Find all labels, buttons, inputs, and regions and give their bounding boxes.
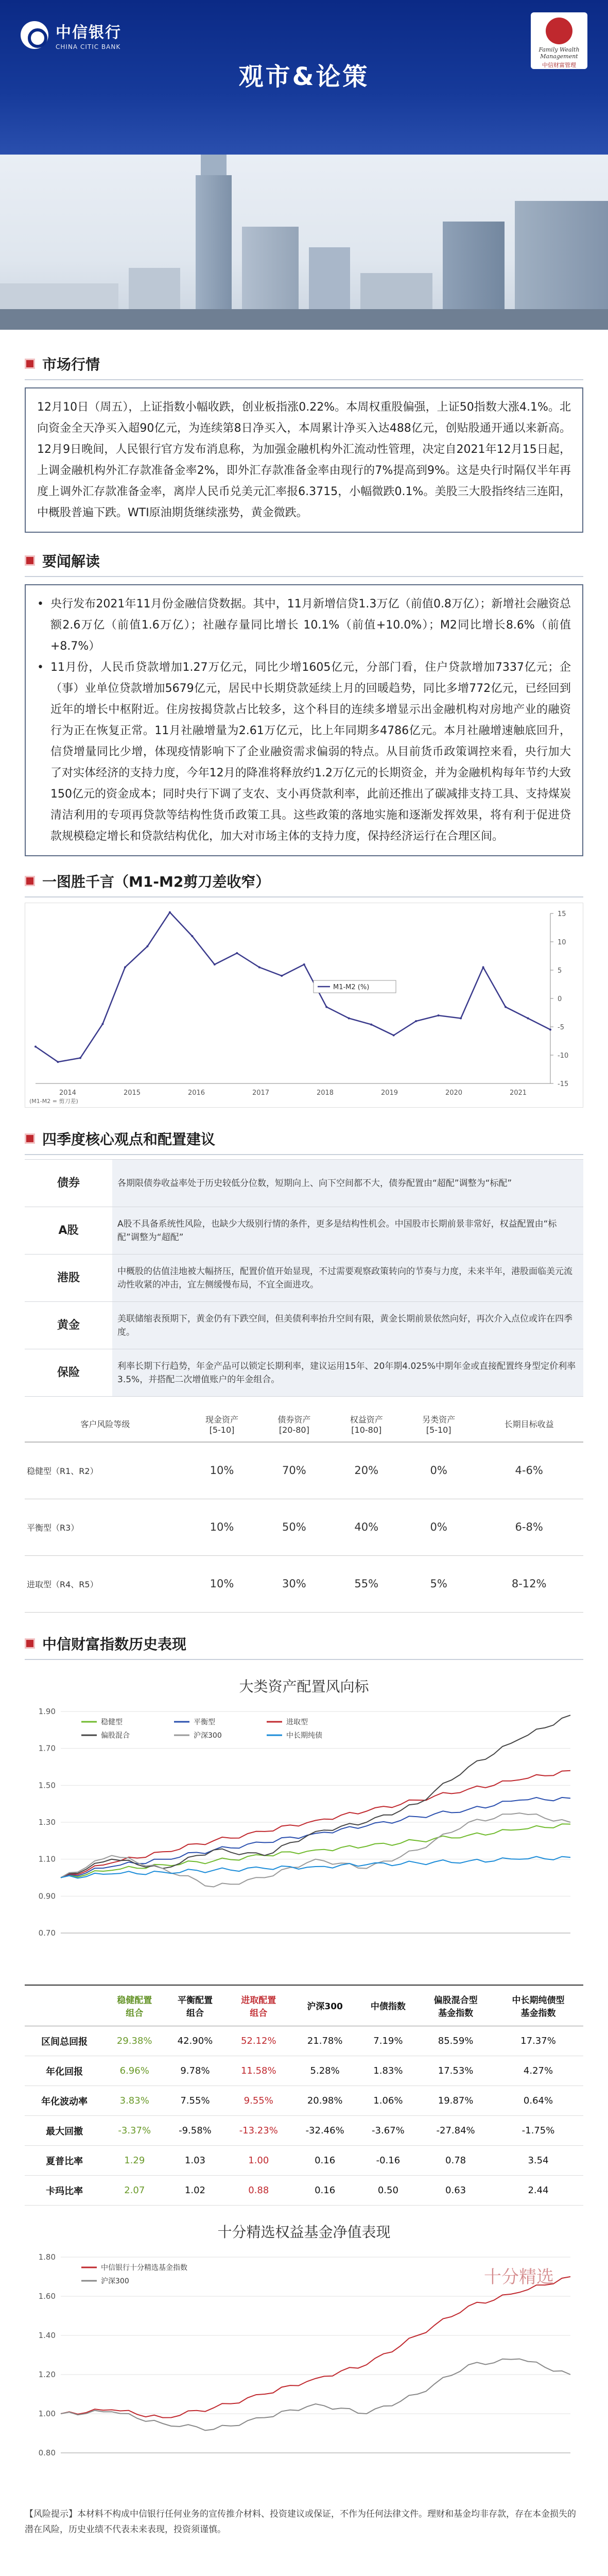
data-point [505,1006,507,1008]
row-label: 年化波动率 [25,2086,104,2116]
table-cell: 11.58% [225,2056,292,2086]
legend-label: 稳健型 [101,1718,123,1726]
column-header: 中债指数 [358,1985,419,2026]
y-tick-label: 0.80 [38,2448,56,2458]
m1-m2-chart [25,903,583,1108]
table-cell: 1.29 [104,2146,165,2176]
table-cell: 9.55% [225,2086,292,2116]
data-point [527,1018,529,1020]
allocation-index-chart [25,1665,583,1979]
y-tick-label: -15 [558,1080,569,1088]
table-cell: -3.37% [104,2116,165,2146]
wealth-logo-script: Family Wealth Management [538,46,580,60]
table-cell: 6.96% [104,2056,165,2086]
legend-label: 偏股混合 [101,1731,130,1740]
cell-cash: 10% [186,1555,258,1612]
cell-cash: 10% [186,1499,258,1555]
data-point [79,1057,81,1059]
section-square-icon [25,1133,35,1144]
cell-bond: 50% [258,1499,330,1555]
cell-alt: 0% [403,1499,475,1555]
table-cell: 20.98% [292,2086,358,2116]
series-line [61,2359,570,2431]
table-cell: 1.00 [225,2146,292,2176]
cell-alt: 5% [403,1555,475,1612]
asset-class: 债券 [25,1160,112,1207]
bank-name-en: CHINA CITIC BANK [56,43,121,50]
table-cell: -3.67% [358,2116,419,2146]
table-cell: -32.46% [292,2116,358,2146]
watermark-logo: 十分精选 [484,2267,554,2287]
q4-view-table [25,1159,583,1397]
skyline-image [0,155,608,330]
data-point [303,963,305,965]
data-point [460,1018,462,1020]
table-row [25,2056,583,2086]
asset-class: 港股 [25,1255,112,1302]
chart-title: 十分精选权益基金净值表现 [217,2224,391,2241]
section-title: 要闻解读 [42,553,100,570]
row-label: 夏普比率 [25,2146,104,2176]
cell-level: 平衡型（R3） [25,1499,186,1555]
table-row [25,2116,583,2146]
y-tick-label: 1.90 [38,1706,56,1716]
data-point [281,975,283,977]
column-header: 平衡配置 组合 [165,1985,225,2026]
q4-row [25,1160,583,1207]
section-title: 市场行情 [42,356,100,373]
header-banner [0,0,608,155]
table-cell: 29.38% [104,2026,165,2056]
column-header: 稳健配置 组合 [104,1985,165,2026]
x-tick-label: 2017 [252,1089,270,1097]
table-cell: 52.12% [225,2026,292,2056]
data-point [258,967,260,969]
data-point [101,1023,103,1025]
table-row [25,2086,583,2116]
table-cell: 17.53% [418,2056,493,2086]
x-tick-label: 2020 [445,1089,463,1097]
legend-label: 进取型 [286,1718,308,1726]
news-item: • 央行发布2021年11月份金融信贷数据。其中，11月新增信贷1.3万亿（前值0.8万亿）；新增社会融资总额2.6万亿（前值1.6万亿）；社融存量同比增长 10.1%（前值+10.0%）；M2同比增长8.6%（前值+8.7%） [37,594,571,657]
chart-title: 大类资产配置风向标 [239,1677,369,1695]
table-cell: -0.16 [358,2146,419,2176]
market-text: 12月10日（周五），上证指数小幅收跌，创业板指涨0.22%。本周权重股偏强，上证50指数大涨4.1%。北向资金全天净买入超90亿元，为连续第8日净买入，本周累计净买入达488亿元，创贴股通开通以来新高。12月9日晚间，人民银行官方发布消息称，为加强金融机构外汇流动性管理，决定自2021年12月15日起，上调金融机构外汇存款准备金率2%，即外汇存款准备金率由现行的7%提高到9%。这是央行时隔仅半年再度上调外汇存款准备金率，离岸人民币兑美元汇率报6.3715，小幅微跌0.1%。美股三大股指终结三连阳，中概股普遍下跌。WTI原油期货继续涨势，黄金微跌。 [37,401,571,519]
legend-label: 沪深300 [194,1731,222,1740]
column-header: 现金资产 [5-10] [186,1406,258,1442]
y-tick-label: 1.60 [38,2292,56,2301]
cell-target: 8-12% [475,1555,583,1612]
table-cell: -27.84% [418,2116,493,2146]
asset-view: 各期限债券收益率处于历史较低分位数，短期向上、向下空间都不大，债券配置由“超配”调整为“标配” [112,1160,583,1207]
data-point [370,1024,372,1026]
asset-view: A股不具备系统性风险，也缺少大级别行情的条件，更多是结构性机会。中国股市长期前景非常好，权益配置由“标配”调整为“超配” [112,1207,583,1255]
citic-bank-logo [21,20,121,50]
table-cell: 17.37% [493,2026,583,2056]
bank-name-cn: 中信银行 [56,24,121,42]
y-tick-label: 0 [558,995,562,1003]
table-cell: 3.83% [104,2086,165,2116]
table-cell: 0.64% [493,2086,583,2116]
legend-label: 平衡型 [194,1718,215,1726]
table-cell: 42.90% [165,2026,225,2056]
asset-class: 黄金 [25,1302,112,1349]
section-square-icon [25,1638,35,1649]
row-label: 区间总回报 [25,2026,104,2056]
table-cell: 5.28% [292,2056,358,2086]
y-tick-label: 10 [558,939,566,946]
table-row [25,2176,583,2206]
section-title: 四季度核心观点和配置建议 [42,1131,216,1148]
data-point [482,967,484,969]
data-point [146,945,148,947]
risk-disclaimer: 【风险提示】本材料不构成中信银行任何业务的宣传推介材料、投资建议或保证，不作为任何法律文件。理财和基金均非存款，存在本金损失的潜在风险，历史业绩不代表未来表现，投资须谨慎。 [25,2509,576,2535]
series-line [61,1856,570,1878]
section-market [0,348,608,379]
data-point [393,1035,395,1037]
series-line [61,1797,570,1877]
section-history [0,1628,608,1659]
asset-class: 保险 [25,1349,112,1397]
asset-class: A股 [25,1207,112,1255]
section-title: 中信财富指数历史表现 [42,1635,187,1653]
table-cell: 0.16 [292,2146,358,2176]
table-cell: 1.03 [165,2146,225,2176]
legend-label: 中长期纯债 [286,1731,322,1740]
q4-row [25,1302,583,1349]
m1-m2-chart-svg [25,903,583,1107]
data-point [325,1006,327,1008]
section-chart [0,866,608,896]
q4-row [25,1207,583,1255]
cell-bond: 70% [258,1442,330,1499]
section-title: 一图胜千言（M1-M2剪刀差收窄） [42,873,270,890]
section-q4 [0,1123,608,1154]
data-point [57,1061,59,1063]
y-tick-label: 1.20 [38,2370,56,2379]
x-tick-label: 2016 [187,1089,205,1097]
table-cell: 2.07 [104,2176,165,2206]
table-cell: 7.19% [358,2026,419,2056]
cell-target: 6-8% [475,1499,583,1555]
cell-level: 进取型（R4、R5） [25,1555,186,1612]
table-cell: 19.87% [418,2086,493,2116]
legend-label: M1-M2 (%) [333,984,370,991]
fund-index-chart-svg [25,2211,583,2499]
column-header: 进取配置 组合 [225,1985,292,2026]
table-cell: 0.50 [358,2176,419,2206]
table-cell: 1.83% [358,2056,419,2086]
cell-equity: 40% [331,1499,403,1555]
y-tick-label: 1.80 [38,2252,56,2262]
y-tick-label: 0.90 [38,1891,56,1901]
table-cell: -1.75% [493,2116,583,2146]
table-row [25,1555,583,1612]
column-header [25,1985,104,2026]
x-tick-label: 2019 [380,1089,398,1097]
x-tick-label: 2018 [316,1089,334,1097]
citic-logo-icon [21,21,48,49]
legend-label: 沪深300 [101,2277,129,2285]
table-cell: 1.06% [358,2086,419,2116]
table-row [25,1442,583,1499]
section-square-icon [25,555,35,566]
table-cell: 1.02 [165,2176,225,2206]
cell-target: 4-6% [475,1442,583,1499]
allocation-index-chart-svg [25,1665,583,1979]
data-point [191,935,193,937]
performance-table [25,1985,583,2206]
table-cell: 0.88 [225,2176,292,2206]
table-cell: 2.44 [493,2176,583,2206]
asset-view: 利率长期下行趋势，年金产品可以锁定长期利率，建议运用15年、20年期4.025%中期年金或直接配置终身型定价利率3.5%，并搭配二次增值账户的年金组合。 [112,1349,583,1397]
news-box [25,584,583,856]
cell-bond: 30% [258,1555,330,1612]
y-tick-label: 5 [558,967,562,975]
row-label: 最大回撤 [25,2116,104,2146]
data-point [169,911,171,913]
data-point [214,963,216,965]
series-line-m1-m2 [36,912,550,1062]
data-point [236,952,238,954]
y-tick-label: 15 [558,910,566,918]
section-news [0,545,608,576]
cell-equity: 20% [331,1442,403,1499]
column-header: 权益资产 [10-80] [331,1406,403,1442]
x-tick-label: 2021 [509,1089,527,1097]
page-title: 观市&论策 [238,62,370,91]
data-point [34,1046,37,1048]
y-tick-label: 0.70 [38,1928,56,1938]
legend-label: 中信银行十分精选基金指数 [101,2264,187,2272]
table-row [25,2026,583,2056]
y-tick-label: -10 [558,1052,569,1060]
asset-view: 美联储缩表预期下，黄金仍有下跌空间，但美债利率抬升空间有限，黄金长期前景依然向好，再次介入点位或许在四季度。 [112,1302,583,1349]
table-cell: 7.55% [165,2086,225,2116]
fund-index-chart [25,2211,583,2499]
section-square-icon [25,876,35,886]
x-tick-label: 2015 [123,1089,141,1097]
allocation-table [25,1406,583,1613]
q4-row [25,1349,583,1397]
y-tick-label: 1.50 [38,1780,56,1790]
chart-footer: (M1-M2 = 剪刀差) [29,1098,78,1105]
cell-alt: 0% [403,1442,475,1499]
column-header: 沪深300 [292,1985,358,2026]
q4-row [25,1255,583,1302]
table-row [25,1499,583,1555]
market-box [25,387,583,533]
y-tick-label: 1.30 [38,1817,56,1827]
column-header: 长期目标收益 [475,1406,583,1442]
table-cell: 4.27% [493,2056,583,2086]
seal-icon [546,18,572,44]
y-tick-label: 1.70 [38,1743,56,1753]
data-point [415,1020,417,1022]
news-item: • 11月份，人民币贷款增加1.27万亿元，同比少增1605亿元，分部门看，住户贷款增加7337亿元；企（事）业单位贷款增加5679亿元，居民中长期贷款延续上月的回暖趋势，同比多增772亿元，已经回到近年的增长中枢附近。住房按揭贷款占比较多，这个科目的连续多增显示出金融机构对房地产业的融资行为正在恢复正常。11月社融增量为2.61万亿元，比上年同期多4786亿元。本月社融增速触底回升，信贷增量同比少增，体现疫情影响下了企业融资需求偏弱的特点。从目前货币政策调控来看，央行加大了对实体经济的支持力度，今年12月的降准将释放约1.2万亿元的长期资金，并为金融机构每年节约大致150亿元的资金成本；同时央行下调了支农、支小再贷款利率，此前还推出了碳减排支持工具、支持煤炭清洁利用的专项再贷款等结构性货币政策工具。这些政策的落地实施和逐渐发挥效果，将有利于促进贷款规模稳定增长和贷款结构优化，加大对市场主体的支持力度，保持经济运行在合理区间。 [37,657,571,847]
y-tick-label: 1.40 [38,2331,56,2340]
table-cell: 3.54 [493,2146,583,2176]
column-header: 债券资产 [20-80] [258,1406,330,1442]
section-square-icon [25,359,35,369]
wealth-logo-sub: 中信财富管理 [542,62,576,69]
row-label: 年化回报 [25,2056,104,2086]
series-line [61,1770,570,1877]
cell-level: 稳健型（R1、R2） [25,1442,186,1499]
y-tick-label: 1.10 [38,1854,56,1864]
cell-cash: 10% [186,1442,258,1499]
x-tick-label: 2014 [59,1089,77,1097]
table-cell: 9.78% [165,2056,225,2086]
row-label: 卡玛比率 [25,2176,104,2206]
table-cell: 21.78% [292,2026,358,2056]
column-header: 中长期纯债型 基金指数 [493,1985,583,2026]
asset-view: 中概股的估值洼地被大幅挤压，配置价值开始显现，不过需要观察政策转向的节奏与力度，未来半年，港股面临美元流动性收紧的冲击，宜左侧缓慢布局，不宜全面进攻。 [112,1255,583,1302]
table-row [25,2146,583,2176]
column-header: 客户风险等级 [25,1406,186,1442]
y-tick-label: -5 [558,1024,564,1031]
table-cell: 85.59% [418,2026,493,2056]
data-point [124,967,126,969]
column-header: 偏股混合型 基金指数 [418,1985,493,2026]
table-cell: -9.58% [165,2116,225,2146]
column-header: 另类资产 [5-10] [403,1406,475,1442]
table-cell: 0.16 [292,2176,358,2206]
table-cell: -13.23% [225,2116,292,2146]
data-point [549,1029,551,1031]
cell-equity: 55% [331,1555,403,1612]
data-point [348,1018,350,1020]
table-cell: 0.78 [418,2146,493,2176]
data-point [438,1014,440,1016]
table-cell: 0.63 [418,2176,493,2206]
series-line [61,2277,570,2418]
y-tick-label: 1.00 [38,2409,56,2418]
